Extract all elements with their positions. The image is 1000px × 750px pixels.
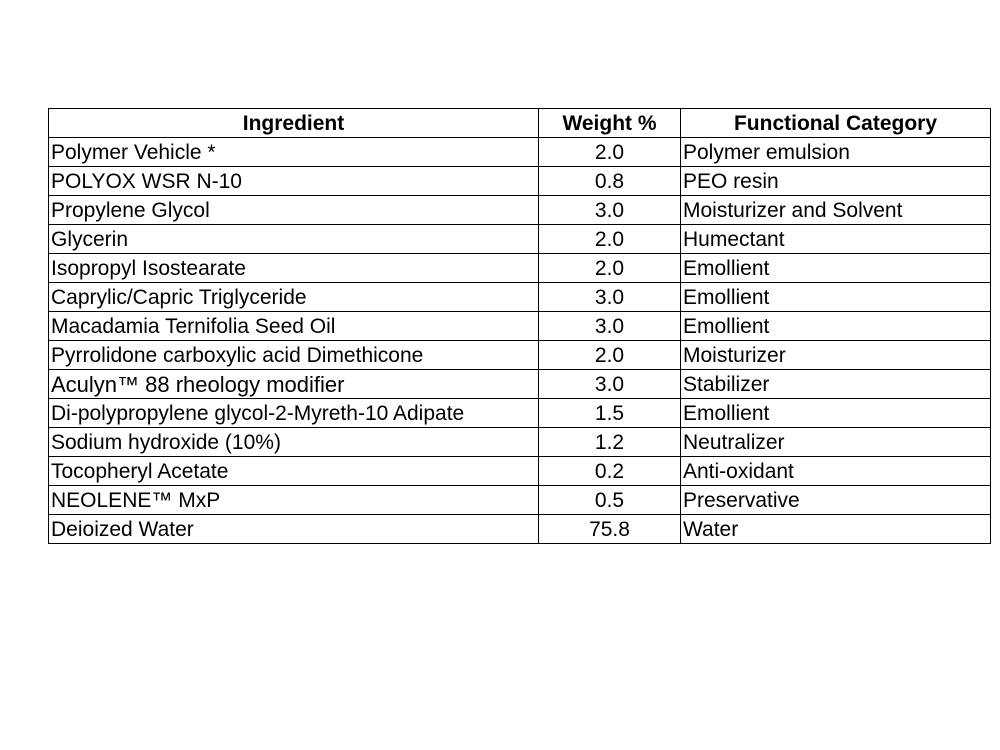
ingredient-cell: POLYOX WSR N-10 xyxy=(49,167,539,196)
weight-cell: 2.0 xyxy=(539,254,681,283)
ingredient-cell: Sodium hydroxide (10%) xyxy=(49,428,539,457)
table-row xyxy=(49,515,991,544)
weight-cell: 0.2 xyxy=(539,457,681,486)
category-cell: Emollient xyxy=(681,283,991,312)
category-cell: Emollient xyxy=(681,312,991,341)
weight-cell: 0.8 xyxy=(539,167,681,196)
weight-cell: 75.8 xyxy=(539,515,681,544)
category-cell: Neutralizer xyxy=(681,428,991,457)
table-row xyxy=(49,254,991,283)
table-row xyxy=(49,225,991,254)
ingredient-cell: Glycerin xyxy=(49,225,539,254)
table-body xyxy=(49,138,991,544)
header-weight: Weight % xyxy=(539,109,681,138)
weight-cell: 0.5 xyxy=(539,486,681,515)
ingredient-cell: Tocopheryl Acetate xyxy=(49,457,539,486)
formulation-table xyxy=(48,108,991,544)
table-row xyxy=(49,167,991,196)
category-cell: Polymer emulsion xyxy=(681,138,991,167)
category-cell: Preservative xyxy=(681,486,991,515)
ingredient-cell: Propylene Glycol xyxy=(49,196,539,225)
weight-cell: 3.0 xyxy=(539,370,681,399)
header-functional-category: Functional Category xyxy=(681,109,991,138)
ingredient-cell: NEOLENE™ MxP xyxy=(49,486,539,515)
table-row xyxy=(49,399,991,428)
table-row xyxy=(49,196,991,225)
table-row xyxy=(49,283,991,312)
weight-cell: 2.0 xyxy=(539,225,681,254)
category-cell: Moisturizer and Solvent xyxy=(681,196,991,225)
weight-cell: 1.2 xyxy=(539,428,681,457)
ingredient-cell: Deioized Water xyxy=(49,515,539,544)
ingredient-cell: Pyrrolidone carboxylic acid Dimethicone xyxy=(49,341,539,370)
category-cell: Moisturizer xyxy=(681,341,991,370)
category-cell: Emollient xyxy=(681,254,991,283)
category-cell: Water xyxy=(681,515,991,544)
category-cell: PEO resin xyxy=(681,167,991,196)
table-row xyxy=(49,457,991,486)
header-ingredient: Ingredient xyxy=(49,109,539,138)
ingredient-cell: Macadamia Ternifolia Seed Oil xyxy=(49,312,539,341)
table-row xyxy=(49,138,991,167)
table-header-row xyxy=(49,109,991,138)
ingredient-cell: Polymer Vehicle * xyxy=(49,138,539,167)
table-row xyxy=(49,312,991,341)
table-row xyxy=(49,486,991,515)
category-cell: Anti-oxidant xyxy=(681,457,991,486)
weight-cell: 2.0 xyxy=(539,138,681,167)
table-row xyxy=(49,341,991,370)
ingredient-cell: Isopropyl Isostearate xyxy=(49,254,539,283)
weight-cell: 3.0 xyxy=(539,196,681,225)
table-row xyxy=(49,370,991,399)
category-cell: Stabilizer xyxy=(681,370,991,399)
table-row xyxy=(49,428,991,457)
ingredient-cell: Caprylic/Capric Triglyceride xyxy=(49,283,539,312)
ingredient-cell: Aculyn™ 88 rheology modifier xyxy=(49,370,539,399)
category-cell: Humectant xyxy=(681,225,991,254)
weight-cell: 3.0 xyxy=(539,283,681,312)
ingredient-cell: Di-polypropylene glycol-2-Myreth-10 Adipate xyxy=(49,399,539,428)
weight-cell: 1.5 xyxy=(539,399,681,428)
weight-cell: 3.0 xyxy=(539,312,681,341)
category-cell: Emollient xyxy=(681,399,991,428)
weight-cell: 2.0 xyxy=(539,341,681,370)
